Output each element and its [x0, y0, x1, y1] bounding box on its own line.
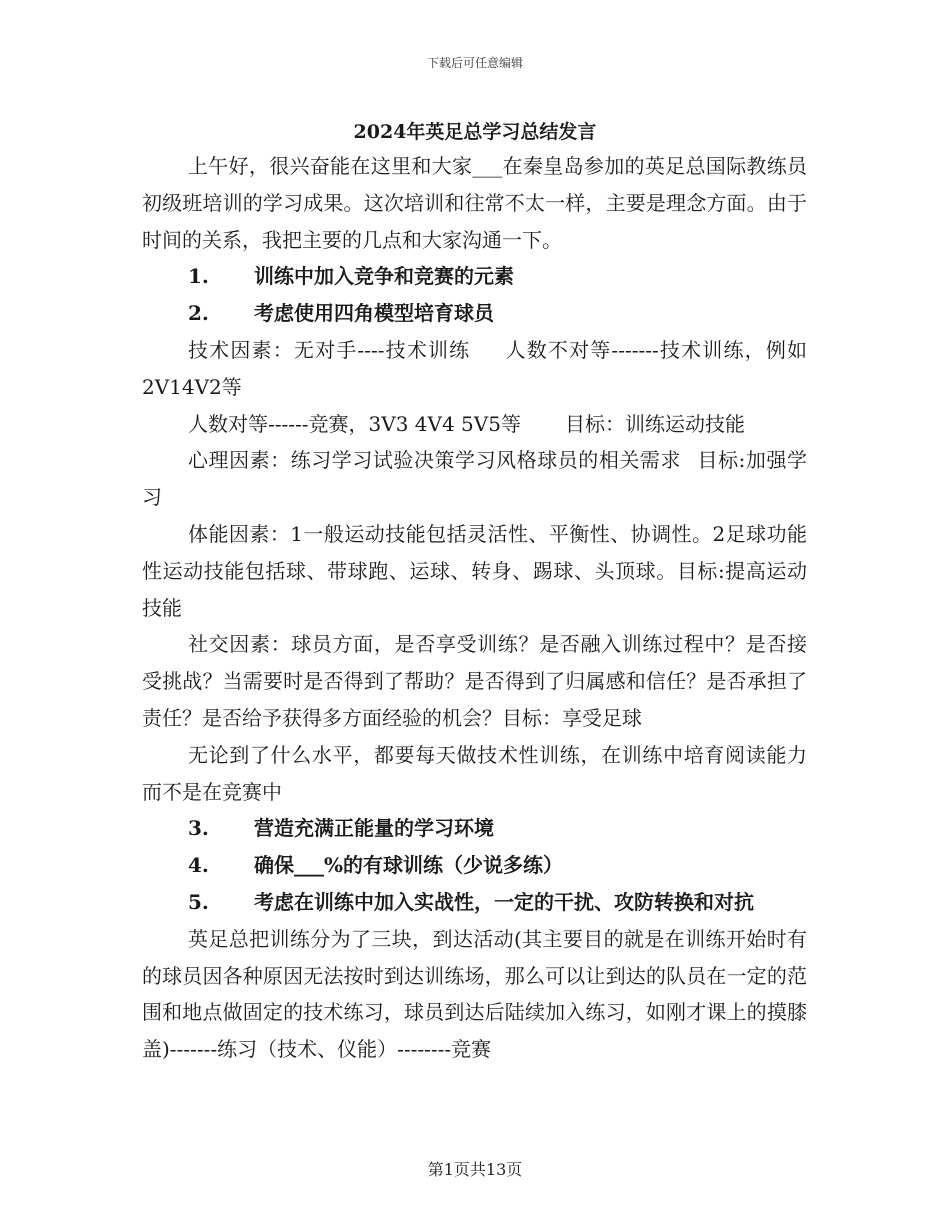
psychological-factor-text: 心理因素：练习学习试验决策学习风格球员的相关需求	[188, 448, 681, 473]
heading-number: 5.	[188, 889, 209, 914]
social-factor-paragraph: 社交因素：球员方面，是否享受训练？是否融入训练过程中？是否接受挑战？当需要时是否得到了帮助？是否得到了归属感和信任？是否承担了责任？是否给予获得多方面经验的机会？目标：享受足球	[142, 632, 807, 730]
closing-paragraph: 英足总把训练分为了三块，到达活动(其主要目的就是在训练开始时有的球员因各种原因无法按时到达训练场，那么可以让到达的队员在一定的范围和地点做固定的技术练习，球员到达后陆续加入练习，如刚才课上的摸膝盖)-------练习（技术、仪能）--------竞赛	[142, 926, 807, 1062]
technical-factor-paragraph	[142, 332, 807, 406]
heading-number: 1.	[188, 264, 209, 289]
section-heading-4	[142, 847, 807, 884]
physical-factor-paragraph: 体能因素：1一般运动技能包括灵活性、平衡性、协调性。2足球功能性运动技能包括球、带球跑、运球、转身、踢球、头顶球。目标:提高运动技能	[142, 521, 807, 620]
heading-text: 考虑使用四角模型培育球员	[254, 301, 494, 326]
heading-text: 考虑在训练中加入实战性，一定的干扰、攻防转换和对抗	[254, 889, 754, 914]
heading-number: 2.	[188, 301, 209, 326]
intro-paragraph: 上午好，很兴奋能在这里和大家___在秦皇岛参加的英足总国际教练员初级班培训的学习成果。这次培训和往常不太一样，主要是理念方面。由于时间的关系，我把主要的几点和大家沟通一下。	[142, 154, 807, 252]
heading-text: 训练中加入竞争和竞赛的元素	[254, 264, 514, 289]
section-heading-5	[142, 884, 807, 921]
heading-number: 4.	[188, 853, 209, 878]
technical-unequal-text: 人数不对等-------技术训练，例如2V14V2等	[142, 337, 807, 399]
psychological-factor-paragraph	[142, 442, 807, 516]
heading-text: 确保___%的有球训练（少说多练）	[254, 853, 564, 878]
document-body	[142, 148, 807, 1068]
heading-number: 3.	[188, 816, 209, 841]
page-number: 第1页共13页	[427, 1160, 523, 1179]
technical-equal-text: 人数对等------竞赛，3V3 4V4 5V5等	[188, 411, 521, 436]
technical-factor-text: 技术因素：无对手----技术训练	[188, 337, 471, 362]
technical-goal-text: 目标：训练运动技能	[564, 411, 745, 436]
section-heading-2	[142, 295, 807, 332]
psychological-goal-text: 目标:加强学习	[142, 448, 807, 510]
heading-text: 营造充满正能量的学习环境	[254, 816, 494, 841]
section-heading-3	[142, 810, 807, 847]
technical-equal-paragraph	[142, 406, 807, 443]
section-heading-1	[142, 258, 807, 295]
daily-training-paragraph: 无论到了什么水平，都要每天做技术性训练，在训练中培育阅读能力而不是在竞赛中	[142, 742, 807, 804]
document-title: 2024年英足总学习总结发言	[353, 121, 597, 143]
header-note: 下载后可任意编辑	[426, 56, 523, 70]
